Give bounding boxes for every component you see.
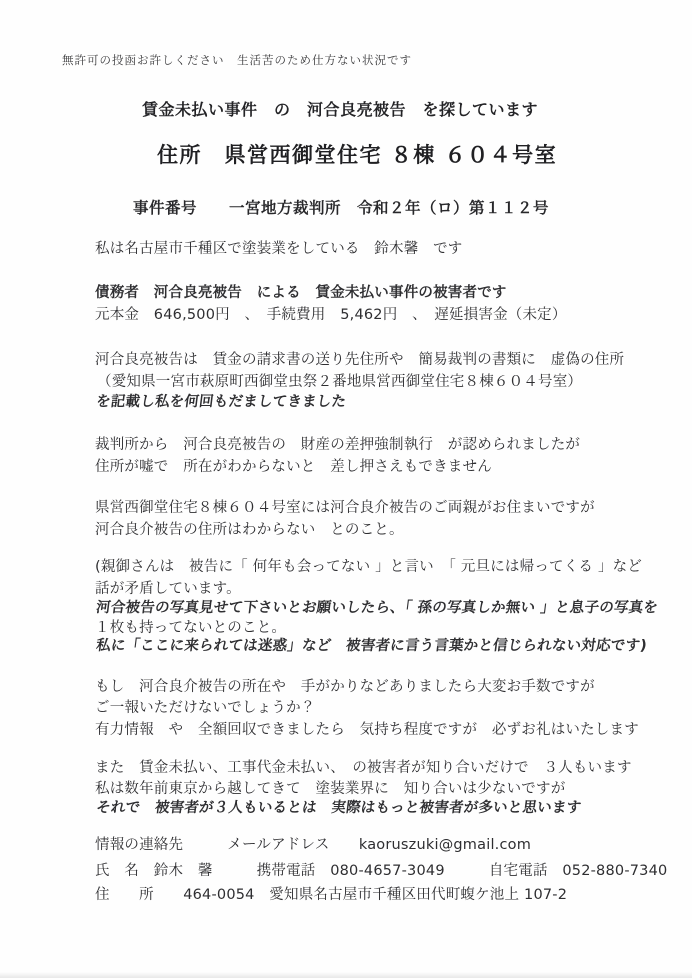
court-line-1: 裁判所から 河合良亮被告の 財産の差押強制執行 が認められましたが bbox=[95, 437, 581, 453]
notice-line: 無許可の投函お許しください 生活苦のため仕方ない状況です bbox=[62, 53, 412, 67]
contradiction-line-4: １枚も持ってないとのこと。 bbox=[95, 620, 287, 636]
court-line-2: 住所が嘘で 所在がわからないと 差し押さえもできません bbox=[95, 459, 492, 475]
contradiction-line-1: (親御さんは 被告に「 何年も会ってない 」と言い 「 元旦には帰ってくる 」など bbox=[95, 559, 643, 575]
other-victims-line-1: また 賃金未払い、工事代金未払い、 の被害者が知り合いだけで ３人もいます bbox=[95, 760, 632, 776]
fraud-line-2: （愛知県一宮市萩原町西御堂虫祭２番地県営西御堂住宅８棟６０４号室） bbox=[97, 374, 583, 390]
amount-line: 元本金 646,500円 、 手続費用 5,462円 、 遅延損害金（未定） bbox=[95, 307, 567, 323]
contact-phone-line: 氏 名 鈴木 馨 携帯電話 080-4657-3049 自宅電話 052-880-7340 bbox=[95, 863, 668, 879]
parents-line-1: 県営西御堂住宅８棟６０４号室には河合良介被告のご両親がお住まいですが bbox=[95, 500, 595, 516]
case-number: 事件番号 一宮地方裁判所 令和２年（ロ）第１１２号 bbox=[133, 199, 550, 217]
scan-shadow bbox=[0, 972, 692, 978]
contradiction-line-5: 私に「ここに来られては迷惑」など 被害者に言う言葉かと信じられない対応です) bbox=[95, 638, 648, 654]
request-line-1: もし 河合良介被告の所在や 手がかりなどありましたら大変お手数ですが bbox=[95, 679, 595, 695]
headline: 賃金未払い事件 の 河合良亮被告 を探しています bbox=[142, 100, 539, 119]
other-victims-line-3: それで 被害者が３人もいるとは 実際はもっと被害者が多いと思います bbox=[95, 800, 583, 816]
contact-address-line: 住 所 464-0054 愛知県名古屋市千種区田代町蝮ケ池上 107-2 bbox=[95, 887, 568, 903]
request-line-3: 有力情報 や 全額回収できましたら 気持ち程度ですが 必ずお礼はいたします bbox=[95, 722, 639, 738]
debtor-line: 債務者 河合良亮被告 による 賃金未払い事件の被害者です bbox=[95, 285, 507, 301]
intro-line: 私は名古屋市千種区で塗装業をしている 鈴木馨 です bbox=[95, 241, 463, 257]
request-line-2: ご一報いただけないでしょうか？ bbox=[95, 700, 316, 716]
address-heading: 住所 県営西御堂住宅 ８棟 ６０４号室 bbox=[157, 143, 558, 167]
contradiction-line-2: 話が矛盾しています。 bbox=[95, 581, 241, 597]
other-victims-line-2: 私は数年前東京から越してきて 塗装業界に 知り合いは少ないですが bbox=[95, 781, 566, 797]
contradiction-line-3: 河合被告の写真見せて下さいとお願いしたら、「 孫の写真しか無い 」と息子の写真を bbox=[95, 600, 659, 616]
contact-email-line: 情報の連絡先 メールアドレス kaoruszuki@gmail.com bbox=[95, 837, 532, 853]
fraud-line-3: を記載し私を何回もだましてきました bbox=[95, 394, 348, 410]
fraud-line-1: 河合良亮被告は 賃金の請求書の送り先住所や 簡易裁判の書類に 虚偽の住所 bbox=[95, 352, 625, 368]
parents-line-2: 河合良介被告の住所はわからない とのこと。 bbox=[95, 522, 404, 538]
